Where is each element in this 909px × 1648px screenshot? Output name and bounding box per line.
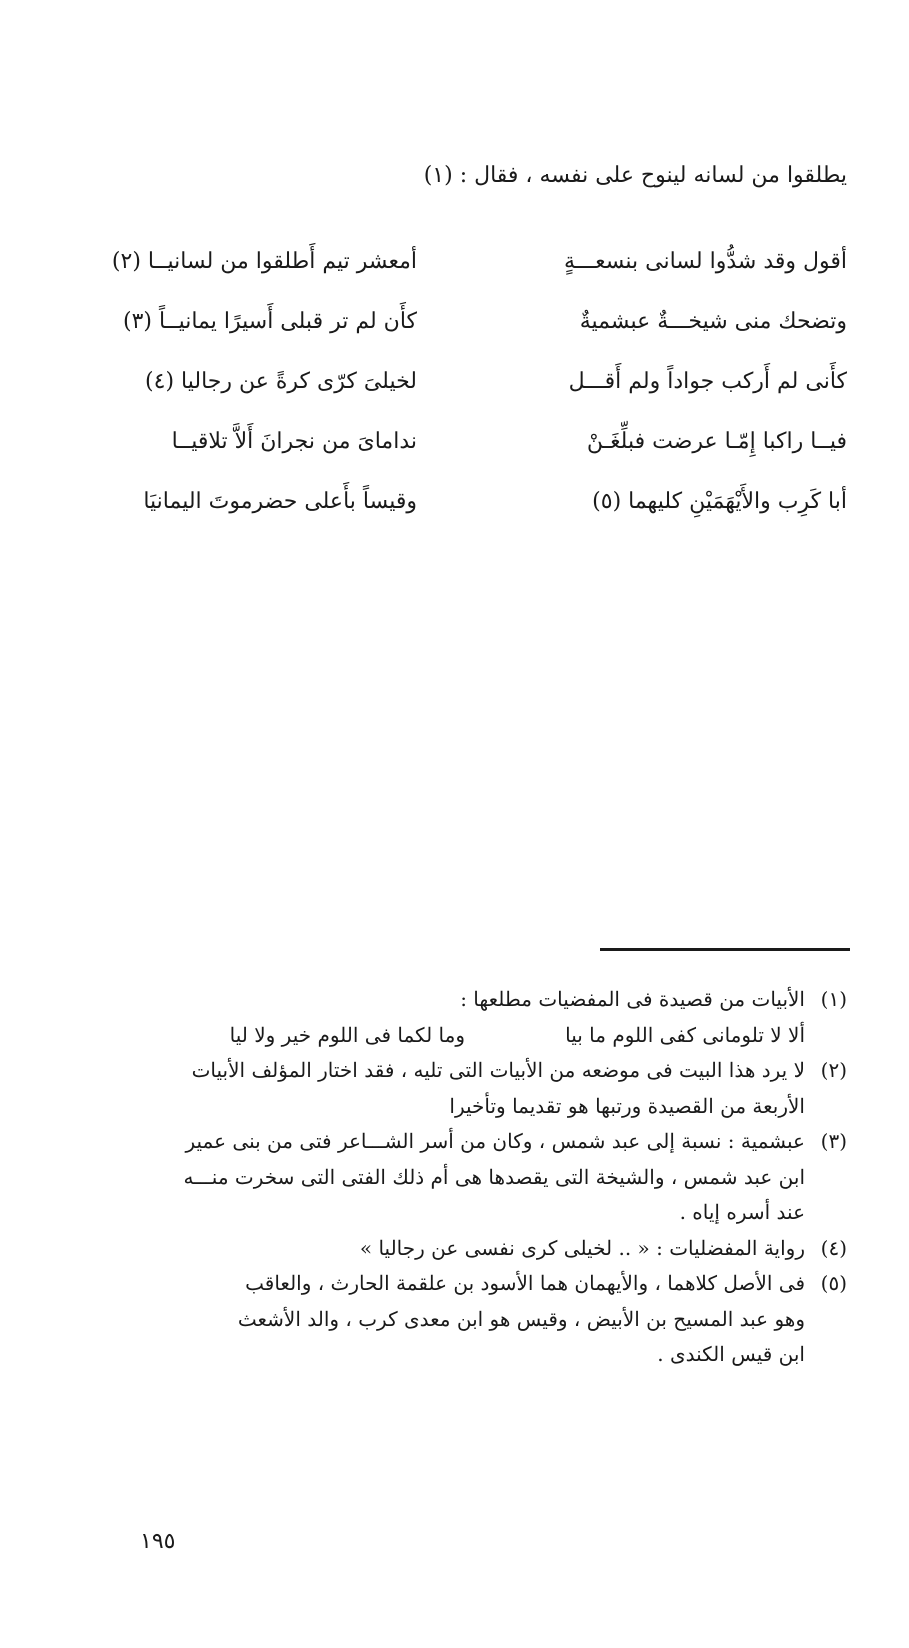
footnote-verse-first: ألا لا تلومانى كفى اللوم ما بيا <box>565 1022 805 1047</box>
footnote-text: لا يرد هذا البيت فى موضعه من الأبيات التى تليه ، فقد اختار المؤلف الأبيات <box>191 1058 805 1082</box>
page-number: ١٩٥ <box>140 1529 176 1554</box>
footnote-text: فى الأصل كلاهما ، والأيهمان هما الأسود بن علقمة الحارث ، والعاقب <box>245 1271 805 1295</box>
footnote-2 <box>112 1053 847 1124</box>
footnote-text: عند أسره إياه . <box>679 1200 805 1224</box>
footnote-3 <box>112 1124 847 1231</box>
footnote-verse <box>112 1018 847 1054</box>
verse-second-hemistich: أمعشر تيم أَطلقوا من لسانيــا (٢) <box>111 249 417 274</box>
footnote-5 <box>112 1266 847 1373</box>
verse-second-hemistich: وقيساً بأَعلى حضرموتَ اليمانيَا <box>143 489 417 514</box>
footnote-text: الأبيات من قصيدة فى المفضيات مطلعها : <box>460 987 805 1011</box>
verse-second-hemistich: لخيلىَ كرّى كرةً عن رجاليا (٤) <box>145 369 417 394</box>
footnote-number: (١) <box>820 987 847 1011</box>
footnote-number: (٤) <box>820 1235 847 1260</box>
verse-row <box>67 472 847 532</box>
verse-first-hemistich: وتضحك منى شيخـــةٌ عبشميةٌ <box>579 309 847 334</box>
verse-row <box>67 232 847 292</box>
footnote-text: ابن قيس الكندى . <box>657 1342 805 1366</box>
verse-first-hemistich: فيــا راكبا إِمّـا عرضت فبلِّغَـنْ <box>586 429 847 454</box>
footnotes <box>112 982 847 1373</box>
verse-row <box>67 352 847 412</box>
footnote-text: عبشمية : نسبة إلى عبد شمس ، وكان من أسر الشـــاعر فتى من بنى عمير <box>185 1129 805 1153</box>
verse-row <box>67 412 847 472</box>
verse-second-hemistich: كأَن لم تر قبلى أَسيرًا يمانيــاً (٣) <box>122 309 417 334</box>
footnote-separator <box>600 948 850 951</box>
verse-first-hemistich: أبا كَرِب والأَيْهَمَيْنِ كليهما (٥) <box>592 489 847 514</box>
verse-first-hemistich: أقول وقد شدُّوا لسانى بنسعـــةٍ <box>564 249 847 274</box>
footnote-text: الأربعة من القصيدة ورتبها هو تقديما وتأخيرا <box>449 1093 805 1118</box>
footnote-verse-second: وما لكما فى اللوم خير ولا ليا <box>229 1022 465 1047</box>
footnote-number: (٥) <box>820 1271 847 1295</box>
verse-first-hemistich: كأَنى لم أَركب جواداً ولم أَقـــل <box>568 369 847 394</box>
footnote-1 <box>112 982 847 1018</box>
verse-second-hemistich: ندامایَ من نجرانَ أَلاَّ تلاقيــا <box>171 429 417 454</box>
footnote-number: (٢) <box>820 1058 847 1082</box>
footnote-4 <box>112 1231 847 1267</box>
footnote-text: رواية المفضليات : « .. لخيلى كرى نفسى عن رجاليا » <box>359 1235 805 1260</box>
footnote-number: (٣) <box>820 1129 847 1153</box>
footnote-text: وهو عبد المسيح بن الأبيض ، وقيس هو ابن معدى كرب ، والد الأشعث <box>237 1306 805 1331</box>
intro-line: يطلقوا من لسانه لينوح على نفسه ، فقال : (١) <box>423 163 847 188</box>
footnote-text: ابن عبد شمس ، والشيخة التى يقصدها هى أم ذلك الفتى التى سخرت منـــه <box>183 1164 805 1189</box>
poem-verses <box>67 232 847 532</box>
verse-row <box>67 292 847 352</box>
